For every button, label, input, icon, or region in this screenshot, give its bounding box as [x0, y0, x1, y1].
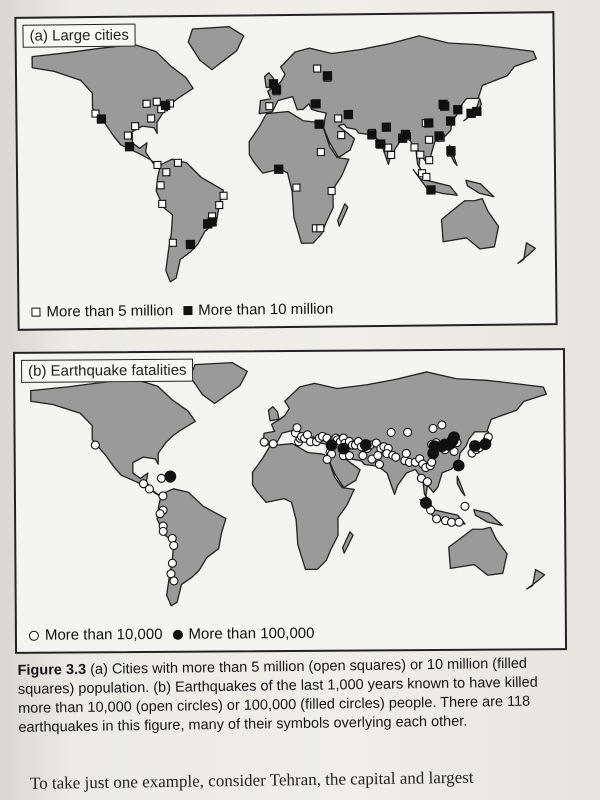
- city-marker-filled-26: [447, 146, 456, 155]
- city-marker-open-28: [293, 184, 300, 191]
- quake-marker-open-89: [461, 502, 469, 510]
- city-marker-open-17: [216, 202, 223, 209]
- quake-marker-open-12: [168, 559, 176, 567]
- quake-marker-open-1: [157, 474, 165, 482]
- open-square-icon: [31, 308, 40, 317]
- city-marker-filled-7: [272, 85, 281, 94]
- city-marker-filled-10: [315, 120, 324, 129]
- quake-marker-open-88: [455, 518, 463, 526]
- city-marker-open-21: [266, 103, 273, 110]
- panel-b-title: (b) Earthquake fatalities: [21, 359, 194, 383]
- city-marker-open-56: [317, 225, 324, 232]
- landmass-new-zealand: [527, 570, 545, 590]
- panel-a-title: (a) Large cities: [22, 24, 135, 48]
- city-marker-open-44: [425, 136, 432, 143]
- city-marker-filled-11: [274, 165, 283, 174]
- city-marker-filled-9: [312, 100, 321, 109]
- landmass-australia: [441, 198, 498, 249]
- city-marker-open-18: [220, 192, 227, 199]
- quake-marker-open-57: [375, 460, 383, 468]
- landmass-madagascar: [338, 204, 348, 226]
- quake-marker-filled-7: [428, 448, 439, 459]
- city-marker-filled-23: [454, 105, 463, 114]
- world-map-large-cities: [16, 13, 555, 329]
- filled-square-icon: [183, 306, 192, 315]
- legend-item-filled-circle: [172, 625, 314, 643]
- landmass-philippines: [457, 476, 465, 496]
- quake-marker-open-100: [402, 449, 410, 457]
- city-marker-open-31: [317, 148, 324, 155]
- city-marker-filled-21: [424, 119, 433, 128]
- landmass-greenland: [190, 362, 247, 403]
- panel-earthquake-fatalities: [13, 348, 567, 654]
- city-marker-open-37: [388, 151, 395, 158]
- quake-marker-open-11: [170, 541, 178, 549]
- quake-marker-filled-14: [326, 440, 337, 451]
- city-marker-filled-12: [344, 110, 353, 119]
- landmass-south-america: [157, 488, 227, 605]
- city-marker-filled-4: [208, 218, 217, 227]
- quake-marker-filled-13: [338, 443, 349, 454]
- city-marker-open-19: [169, 239, 176, 246]
- filled-circle-icon: [172, 629, 182, 639]
- legend-label-100000: More than 100,000: [188, 624, 315, 643]
- landmass-new-zealand: [518, 243, 536, 264]
- city-marker-open-2: [143, 100, 150, 107]
- panel-large-cities: [14, 11, 557, 331]
- city-marker-open-42: [417, 151, 424, 158]
- city-marker-open-24: [314, 65, 321, 72]
- city-marker-open-43: [426, 157, 433, 164]
- city-marker-open-15: [159, 200, 166, 207]
- quake-marker-open-14: [170, 577, 178, 585]
- quake-marker-open-82: [423, 478, 431, 486]
- quake-marker-open-99: [387, 428, 395, 436]
- legend-label-10000: More than 10,000: [44, 625, 163, 644]
- body-text: To take just one example, consider Tehran, the capital and largest: [29, 767, 474, 793]
- city-marker-open-14: [157, 182, 164, 189]
- quake-marker-open-54: [359, 452, 367, 460]
- landmass-new-guinea: [466, 180, 494, 197]
- panel-a-legend: [31, 301, 333, 321]
- legend-item-open-square: [31, 302, 173, 320]
- landmass-australia: [449, 527, 508, 575]
- city-marker-open-29: [328, 187, 335, 194]
- city-marker-filled-27: [427, 186, 436, 195]
- landmass-madagascar: [343, 532, 354, 553]
- city-marker-filled-20: [435, 132, 444, 141]
- city-marker-open-8: [148, 115, 155, 122]
- city-marker-open-36: [385, 144, 392, 151]
- quake-marker-open-98: [404, 428, 412, 436]
- quake-marker-filled-0: [165, 471, 176, 482]
- panel-b-legend: [29, 625, 315, 644]
- city-marker-filled-0: [97, 115, 106, 124]
- city-marker-filled-22: [440, 102, 449, 111]
- city-marker-filled-13: [368, 131, 377, 140]
- city-marker-filled-19: [446, 117, 455, 126]
- landmass-greenland: [188, 27, 244, 70]
- city-marker-open-55: [423, 173, 430, 180]
- quake-marker-open-9: [159, 527, 167, 535]
- city-marker-filled-2: [125, 142, 134, 151]
- city-marker-filled-5: [186, 240, 195, 249]
- caption-text: (a) Cities with more than 5 million (open squares) or 10 million (filled squares) population. (b) Earthquakes of the last 1,000 years known to have killed more than 10,000 (open circles) or 100,000 (filled circles) people. There are 118 earthquakes in this figure, many of their symbols overlying each other.: [17, 655, 538, 736]
- quake-marker-open-87: [448, 518, 456, 526]
- city-marker-open-3: [153, 98, 160, 105]
- city-marker-filled-14: [376, 140, 385, 149]
- city-marker-filled-15: [382, 123, 391, 132]
- quake-marker-open-15: [260, 438, 268, 446]
- quake-marker-open-5: [159, 492, 167, 500]
- city-marker-filled-25: [473, 107, 482, 116]
- city-marker-filled-1: [161, 101, 170, 110]
- quake-marker-open-68: [428, 458, 436, 466]
- figure-caption: [17, 654, 568, 738]
- quake-marker-open-7: [156, 510, 164, 518]
- figure-label: Figure 3.3: [17, 661, 87, 679]
- legend-item-filled-square: [183, 301, 333, 320]
- quake-marker-filled-9: [480, 439, 491, 450]
- quake-marker-open-51: [323, 455, 331, 463]
- quake-marker-open-85: [433, 515, 441, 523]
- city-marker-open-33: [338, 132, 345, 139]
- city-marker-open-32: [335, 115, 342, 122]
- quake-marker-open-0: [91, 441, 99, 449]
- quake-marker-open-16: [269, 440, 277, 448]
- city-marker-open-12: [163, 169, 170, 176]
- city-marker-open-11: [154, 161, 161, 168]
- legend-label-5-million: More than 5 million: [46, 302, 174, 321]
- quake-marker-filled-10: [469, 440, 480, 451]
- quake-marker-open-4: [145, 485, 153, 493]
- quake-marker-open-97: [438, 421, 446, 429]
- quake-marker-open-20: [293, 424, 301, 432]
- legend-label-10-million: More than 10 million: [198, 300, 334, 319]
- quake-marker-filled-12: [360, 439, 371, 450]
- quake-marker-open-96: [429, 424, 437, 432]
- quake-marker-open-56: [374, 451, 382, 459]
- city-marker-open-7: [124, 132, 131, 139]
- landmass-new-guinea: [474, 510, 503, 526]
- city-marker-open-13: [174, 159, 181, 166]
- quake-marker-open-60: [392, 453, 400, 461]
- city-marker-filled-8: [323, 72, 332, 81]
- legend-item-open-circle: [29, 626, 163, 644]
- quake-marker-filled-6: [448, 432, 459, 443]
- open-circle-icon: [29, 630, 39, 640]
- world-map-earthquakes: [15, 350, 565, 652]
- quake-marker-filled-11: [420, 497, 431, 508]
- city-marker-filled-17: [401, 130, 410, 139]
- city-marker-open-6: [132, 123, 139, 130]
- city-marker-open-41: [411, 144, 418, 151]
- quake-marker-filled-8: [453, 460, 464, 471]
- landmass-britain: [268, 407, 278, 421]
